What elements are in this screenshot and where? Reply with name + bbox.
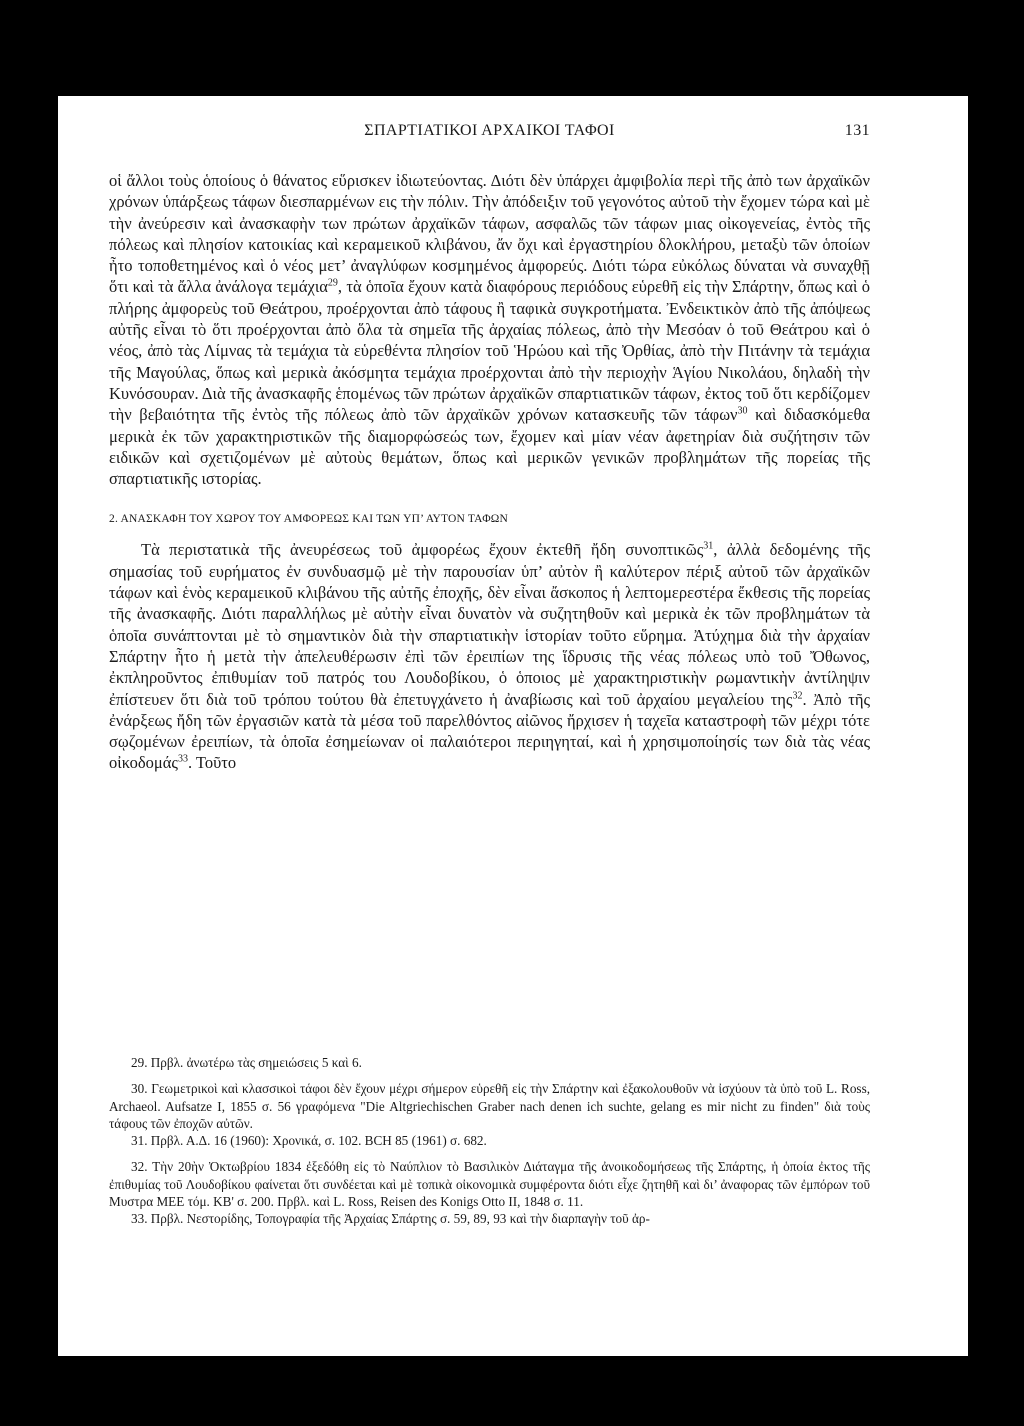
footnote-29: 29. Πρβλ. ἀνωτέρω τὰς σημειώσεις 5 καὶ 6. — [131, 1055, 362, 1070]
footnote-ref-33: 33 — [177, 753, 188, 765]
footnote-30: 30. Γεωμετρικοὶ καὶ κλασσικοὶ τάφοι δὲν ἔχουν μέχρι σήμερον εὑρεθῆ εἰς τὴν Σπάρτην καὶ ἐξακολουθοῦν νὰ ἰσχύουν τὰ ὑπὸ τοῦ L. Ross, Archaeol. Aufsatze I, 1855 σ. 56 γραφόμενα "Die Altgriechischen Graber nach denen ich suchte, gelang es mir nicht zu finden" διὰ τοὺς τάφους τῶν ἐποχῶν αὐτῶν. — [109, 1081, 870, 1131]
paragraph-2-text-c: . Ἀπὸ τῆς ἐνάρξεως ἤδη τῶν ἐργασιῶν κατὰ τὰ μέσα τοῦ παρελθόντος αἰῶνος ἤρχισεν ἡ ταχεῖα καταστροφὴ τῶν μέχρι τότε σῳζομένων ἐρειπίων, τὰ ὁποῖα ἐσημείωναν οἱ παλαιότεροι περιηγηταί, καὶ ἡ χρησιμοποίησίς των διὰ τὰς νέας οἰκοδομάς — [109, 689, 870, 773]
main-text — [109, 170, 870, 774]
paragraph-1 — [109, 170, 870, 489]
footnote-32: 32. Τὴν 20ὴν Ὀκτωβρίου 1834 ἐξεδόθη εἰς τὸ Ναύπλιον τὸ Βασιλικὸν Διάταγμα τῆς ἀνοικοδομήσεως τῆς Σπάρτης, ἡ ὁποία ἐκτος τῆς ἐπιθυμίας τοῦ Λουδοβίκου φαίνεται ὅτι συνδέεται καὶ μὲ τοπικὰ οἰκονομικὰ συμφέροντα διότι εἶχε ζητηθῆ καὶ δι’ ἀναφορας τῶν ἐμπόρων τοῦ Μυστρα ΜΕΕ τόμ. ΚΒ' σ. 200. Πρβλ. καὶ L. Ross, Reisen des Konigs Otto II, 1848 σ. 11. — [109, 1159, 870, 1210]
footnote-ref-30: 30 — [737, 405, 748, 417]
paragraph-1-text-a: οἱ ἄλλοι τοὺς ὁποίους ὁ θάνατος εὕρισκεν ἰδιωτεύοντας. Διότι δὲν ὑπάρχει ἀμφιβολία περὶ τῆς ἀπὸ των ἀρχαϊκῶν χρόνων ὑπάρξεως τάφων διεσπαρμένων εις τὴν πόλιν. Τὴν ἀπόδειξιν τοῦ γεγονότος αὐτοῦ τὴν ἔχομεν τώρα καὶ μὲ τὴν ἀνεύρεσιν καὶ ἀνασκαφὴν των πρώτων ἀρχαϊκῶν τάφων, ασφαλῶς τῶν τάφων μιας οἰκογενείας, ἐντὸς τῆς πόλεως καὶ πλησίον κατοικίας καὶ κεραμεικοῦ κλιβάνου, ἄν ὄχι καὶ ἐργαστηρίου δλοκλήρου, μεταξὺ τῶν ὁποίων ἦτο τοποθετημένος καὶ ὁ νέος μετ’ ἀναγλύφων κοσμημένος ἀμφορεύς. Διότι τώρα εὐκόλως δύναται νὰ συναχθῇ ὅτι καὶ τὰ ἄλλα ἀνάλογα τεμάχια — [109, 171, 870, 297]
document-page — [58, 96, 968, 1356]
paragraph-2 — [109, 539, 870, 773]
footnotes — [109, 1054, 870, 1228]
section-heading: 2. ΑΝΑΣΚΑΦΗ ΤΟΥ ΧΩΡΟΥ ΤΟΥ ΑΜΦΟΡΕΩΣ ΚΑΙ ΤΩΝ ΥΠ’ ΑΥΤΟΝ ΤΑΦΩΝ — [109, 513, 509, 526]
footnote-ref-32: 32 — [792, 690, 803, 702]
paragraph-1-text-b: , τὰ ὁποῖα ἔχουν κατὰ διαφόρους περιόδους εὑρεθῆ εἰς τὴν Σπάρτην, ὅπως καὶ ὁ πλήρης ἀμφορεὺς τοῦ Θεάτρου, προέρχονται ἀπὸ τάφους ἢ ταφικὰ συγκροτήματα. Ἐνδεικτικὸν ἀπὸ τῆς ἀπόψεως αὐτῆς εἶναι τὸ ὅτι προέρχονται ἀπὸ ὅλα τὰ σημεῖα τῆς ἀρχαίας πόλεως, ἀπὸ τὴν Μεσόαν ὁ τοῦ Θεάτρου καὶ ὁ νέος, ἀπὸ τὰς Λίμνας τὰ τεμάχια τὰ εὑρεθέντα πλησίον τοῦ Ἡρώου καὶ τῆς Ὀρθίας, ἀπὸ τὴν Πιτάνην τὰ τεμάχια τῆς Μαγούλας, ὅπως καὶ μερικὰ ἀκόσμητα τεμάχια προέρχονται ἀπὸ τὴν περιοχὴν Ἁγίου Νικολάου, δηλαδὴ τὴν Κυνόσουραν. Διὰ τῆς ἀνασκαφῆς ἑπομένως τῶν πρώτων ἀρχαϊκῶν σπαρτιατικῶν τάφων, ἐκτος τοῦ ὅτι κερδίζομεν τὴν βεβαιότητα τῆς ἐντὸς τῆς πόλεως ἀπὸ τῶν ἀρχαϊκῶν χρόνων κατασκευῆς τῶν τάφων — [109, 277, 870, 425]
paragraph-1-text-c: καὶ διδασκόμεθα μερικὰ ἐκ τῶν χαρακτηριστικῶν τῆς διαμορφώσεώς των, ἔχομεν καὶ μίαν νέαν ἀφετηρίαν διὰ συζήτησιν τῶν ειδικῶν καὶ σχετιζομένων μὲ αὐτοὺς θεμάτων, ὅπως καὶ μερικῶν γενικῶν προβλημάτων τῆς πορείας τῆς σπαρτιατικῆς ιστορίας. — [109, 405, 870, 489]
paragraph-2-text-b: , ἀλλὰ δεδομένης τῆς σημασίας τοῦ ευρήματος ἐν συνδυασμῷ μὲ τὴν παρουσίαν ὑπ’ αὐτὸν ἢ καλύτερον πέριξ αὐτοῦ τῶν ἀρχαϊκῶν τάφων καὶ ἑνὸς κεραμεικοῦ κλιβάνου τῆς αὐτῆς ἐποχῆς, δὲν εἶναι ἄσκοπος ἡ λεπτομερεστέρα ἔκθεσις τῆς πορείας τῆς ἀνασκαφῆς. Διότι παραλλήλως μὲ αὐτὴν εἶναι δυνατὸν νὰ συζητηθοῦν καὶ μερικὰ ἐκ τῶν προβλημάτων τὰ ὁποῖα συνάπτονται μὲ τὸ σημαντικὸν διὰ τὴν σπαρτιατικὴν ἱστορίαν τοῦτο εὕρημα. Ἀτύχημα διὰ τὴν ἀρχαίαν Σπάρτην ἦτο ἡ μετὰ τὴν ἀπελευθέρωσιν ἐπὶ τῶν ἐρειπίων της ἵδρυσις τῆς νέας πόλεως υπὸ τοῦ Ὄθωνος, ἐκπληροῦντος ἐπιθυμίαν τοῦ πατρός του Λουδοβίκου, ὁ ὁποιος μὲ χαρακτηριστικὴν ρωμαντικὴν ἀντίληψιν ἐπίστευεν ὅτι διὰ τοῦ τρόπου τούτου θὰ ἐπετυγχάνετο ἡ ἀναβίωσις καὶ τοῦ ἀρχαίου μεγαλείου της — [109, 540, 870, 709]
paragraph-2-text-a: Τὰ περιστατικὰ τῆς ἀνευρέσεως τοῦ ἀμφορέως ἔχουν ἐκτεθῆ ἤδη συνοπτικῶς — [141, 540, 704, 560]
running-title: ΣΠΑΡΤΙΑΤΙΚΟΙ ΑΡΧΑΙΚΟΙ ΤΑΦΟΙ — [364, 122, 615, 139]
footnote-33: 33. Πρβλ. Νεστορίδης, Τοπογραφία τῆς Ἀρχαίας Σπάρτης σ. 59, 89, 93 καὶ τὴν διαρπαγὴν τοῦ ἀρ- — [131, 1211, 650, 1227]
footnote-ref-31: 31 — [703, 540, 714, 552]
page-number: 131 — [844, 122, 870, 139]
paragraph-2-text-d: . Τοῦτο — [187, 753, 237, 773]
footnote-ref-29: 29 — [327, 277, 338, 289]
footnote-31: 31. Πρβλ. Α.Δ. 16 (1960): Χρονικά, σ. 102. BCH 85 (1961) σ. 682. — [131, 1133, 487, 1149]
running-header — [109, 122, 870, 144]
